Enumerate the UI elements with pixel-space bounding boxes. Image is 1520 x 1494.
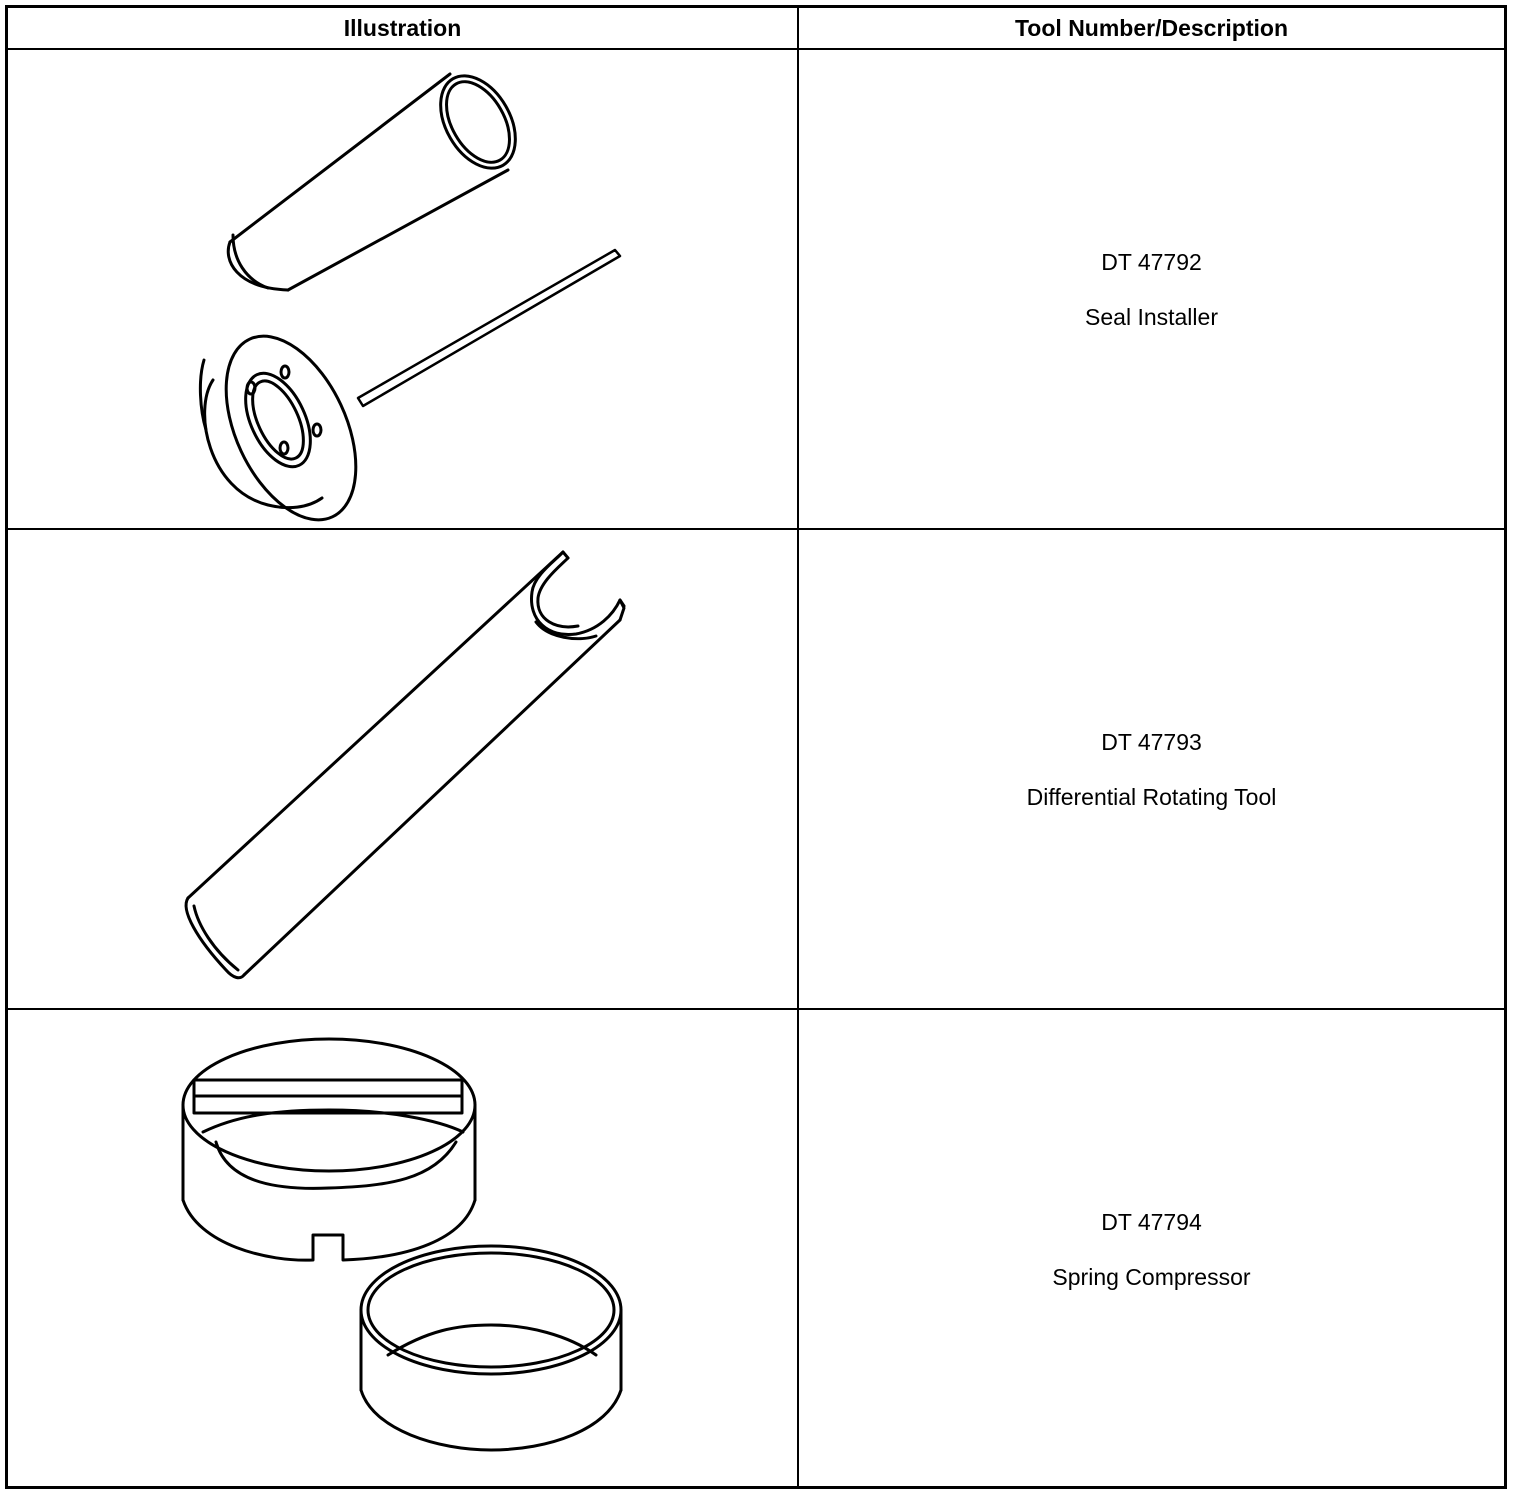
tool-number: DT 47794 bbox=[1101, 1208, 1202, 1235]
table-row-2-description bbox=[799, 530, 1504, 1008]
tool-number: DT 47792 bbox=[1101, 248, 1202, 275]
header-tool-description: Tool Number/Description bbox=[1014, 14, 1289, 41]
tool-number: DT 47793 bbox=[1101, 728, 1202, 755]
differential-rotating-tool-icon bbox=[8, 530, 797, 1008]
table-row-1-description bbox=[799, 50, 1504, 528]
tool-name: Differential Rotating Tool bbox=[1026, 783, 1277, 810]
special-tools-table bbox=[5, 5, 1507, 1489]
tool-name: Seal Installer bbox=[1085, 303, 1218, 330]
table-row-3-illustration bbox=[8, 1010, 797, 1488]
table-row-2-illustration bbox=[8, 530, 797, 1008]
table-row-1-illustration bbox=[8, 50, 797, 528]
tool-name: Spring Compressor bbox=[1052, 1263, 1251, 1290]
table-row-3-description bbox=[799, 1010, 1504, 1488]
header-illustration: Illustration bbox=[343, 14, 462, 41]
seal-installer-icon bbox=[8, 50, 797, 528]
spring-compressor-icon bbox=[8, 1010, 797, 1488]
